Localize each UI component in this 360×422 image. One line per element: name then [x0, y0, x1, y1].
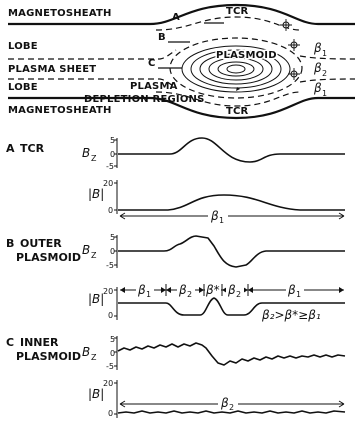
svg-text:β: β — [314, 81, 322, 95]
panel-b-b-tick-20: 20 — [103, 287, 114, 296]
panel-b-beta-relation: β₂>β*≥β₁ — [262, 308, 321, 322]
panel-a-b-trace — [118, 195, 345, 210]
svg-text:1: 1 — [296, 290, 302, 299]
panel-b-beta-1-left — [136, 283, 154, 299]
panel-c-b-tick-0: 0 — [108, 409, 114, 418]
panel-b-b-axis — [114, 287, 117, 320]
svg-text:2: 2 — [322, 69, 328, 78]
panel-b-bz-trace — [118, 236, 345, 267]
panel-c-beta-label — [218, 396, 238, 412]
svg-text:β: β — [314, 61, 322, 75]
label-path-a: A — [172, 12, 180, 23]
panel-a-b-tick-0: 0 — [108, 206, 114, 215]
panel-b-outer-plasmoid — [6, 233, 345, 322]
label-depletion-line2: DEPLETION REGIONS — [84, 94, 205, 105]
svg-text:2: 2 — [229, 403, 235, 412]
svg-text:β: β — [179, 283, 187, 297]
panel-c-letter: C — [6, 336, 15, 349]
panel-b-bz-sub: Z — [91, 251, 97, 260]
panel-a-bz-tick-0: 0 — [110, 150, 116, 159]
panel-a-b-label: |B| — [88, 187, 105, 201]
svg-text:β: β — [288, 283, 296, 297]
svg-text:β: β — [138, 283, 146, 297]
panel-c-bz-sub: Z — [91, 353, 97, 362]
panel-c-inner-plasmoid — [6, 335, 345, 418]
label-plasma-sheet: PLASMA SHEET — [8, 64, 97, 75]
svg-text:1: 1 — [146, 290, 152, 299]
plasma-sheet-right-lower — [300, 79, 355, 82]
label-plasmoid: PLASMOID — [216, 50, 277, 61]
svg-text:1: 1 — [322, 49, 328, 58]
label-lobe-bottom: LOBE — [8, 82, 38, 93]
panel-c-b-axis — [114, 380, 117, 418]
panel-b-title-line2: PLASMOID — [16, 251, 82, 264]
panel-b-bz-tick-m5: -5 — [106, 261, 114, 270]
panel-c-bz-tick-5: 5 — [110, 335, 116, 344]
panel-c-title-line2: PLASMOID — [16, 350, 82, 363]
panel-a-bz-tick-5: 5 — [110, 136, 116, 145]
label-tcr-bottom: TCR — [226, 106, 249, 117]
panel-a-title: TCR — [20, 142, 45, 155]
panel-b-b-tick-0: 0 — [108, 311, 114, 320]
label-path-c: C — [148, 58, 156, 69]
svg-text:β: β — [211, 209, 219, 223]
panel-a-b-axis — [114, 180, 117, 214]
panel-b-b-label: |B| — [88, 292, 105, 306]
panel-b-letter: B — [6, 237, 15, 250]
panel-b-beta-star — [205, 283, 221, 297]
spacecraft-star-b — [288, 39, 300, 51]
panel-a-beta-label — [208, 209, 228, 225]
magnetotail-schematic — [8, 5, 355, 118]
panel-a-beta-arrow — [120, 213, 344, 219]
panel-b-bz-label: B — [82, 243, 91, 257]
panel-a-bz-tick-m5: -5 — [106, 162, 114, 171]
svg-text:β*: β* — [206, 283, 220, 297]
panel-a-bz-sub: Z — [91, 154, 97, 163]
panel-c-b-label: |B| — [88, 387, 105, 401]
svg-text:2: 2 — [236, 290, 242, 299]
panel-a-bz-trace — [118, 138, 345, 162]
panel-c-title-line1: INNER — [20, 336, 59, 349]
svg-text:1: 1 — [219, 216, 225, 225]
plasma-sheet-right-upper — [300, 56, 355, 59]
panel-c-b-tick-20: 20 — [103, 379, 114, 388]
label-magnetosheath-bottom: MAGNETOSHEATH — [8, 105, 112, 116]
plasmoid-outer-boundary — [170, 38, 302, 98]
panel-c-bz-tick-m5: -5 — [106, 362, 114, 371]
svg-text:β: β — [228, 283, 236, 297]
label-depletion-line1: PLASMA — [130, 81, 178, 92]
label-lobe-top: LOBE — [8, 41, 38, 52]
panel-b-bz-tick-0: 0 — [110, 247, 116, 256]
panel-b-beta-1-right — [286, 283, 304, 299]
label-path-b: B — [158, 32, 166, 43]
beta-label-3 — [313, 81, 327, 98]
panel-a-b-tick-20: 20 — [103, 179, 114, 188]
panel-c-bz-label: B — [82, 345, 91, 359]
beta-label-1 — [313, 41, 327, 58]
panel-c-bz-tick-0: 0 — [110, 349, 116, 358]
svg-text:β: β — [314, 41, 322, 55]
svg-text:2: 2 — [187, 290, 193, 299]
panel-b-beta-2-left — [177, 283, 195, 299]
panel-a-tcr — [6, 136, 345, 225]
panel-a-bz-label: B — [82, 146, 91, 160]
label-magnetosheath-top: MAGNETOSHEATH — [8, 8, 112, 19]
panel-a-letter: A — [6, 142, 15, 155]
label-tcr-top: TCR — [226, 6, 249, 17]
spacecraft-star-a — [280, 19, 292, 31]
panel-b-title-line1: OUTER — [20, 237, 62, 250]
panel-b-beta-2-right — [226, 283, 244, 299]
beta-label-2 — [313, 61, 327, 78]
svg-text:1: 1 — [322, 89, 328, 98]
svg-text:β: β — [221, 396, 229, 410]
panel-b-bz-tick-5: 5 — [110, 233, 116, 242]
panel-c-bz-trace — [118, 343, 345, 365]
